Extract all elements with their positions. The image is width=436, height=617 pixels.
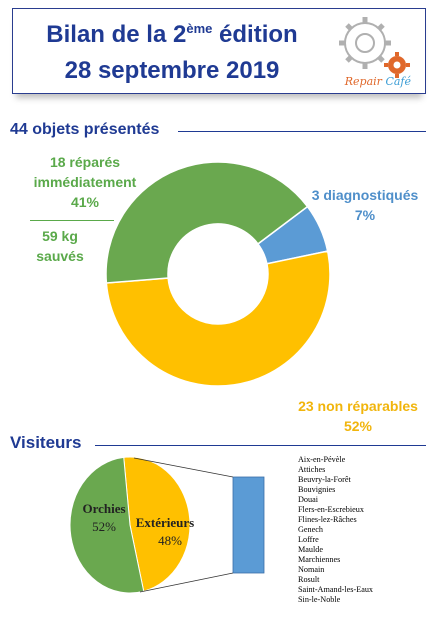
orchies-percent: 52% xyxy=(92,519,116,534)
saved-caption: sauvés xyxy=(36,248,84,264)
city-item: Beuvry-la-Forêt xyxy=(298,475,351,484)
city-item: Loffre xyxy=(298,535,319,544)
saved-weight: 59 kg xyxy=(42,228,78,244)
title-banner xyxy=(12,8,426,94)
nonrepairable-count: 23 non réparables xyxy=(298,398,418,414)
city-item: Douai xyxy=(298,495,319,504)
city-item: Attiches xyxy=(298,465,326,474)
city-item: Flers-en-Escrebieux xyxy=(298,505,364,514)
repair-cafe-logo-text xyxy=(345,75,411,88)
diagnosed-percent: 7% xyxy=(354,207,376,223)
nonrepairable-percent: 52% xyxy=(343,418,373,434)
repaired-count: 18 réparés xyxy=(49,154,121,170)
repaired-percent: 41% xyxy=(70,194,100,210)
orchies-label: Orchies xyxy=(82,501,126,516)
visitors-section-rule xyxy=(95,445,426,446)
page-title xyxy=(27,21,317,49)
event-date: 28 septembre 2019 xyxy=(64,57,280,84)
title-prefix: Bilan de la 2 xyxy=(46,21,187,48)
city-item: Flines-lez-Râches xyxy=(298,515,357,524)
city-item: Nomain xyxy=(298,565,325,574)
logo-word-repair: Repair xyxy=(344,75,382,88)
visitors-section-title: Visiteurs xyxy=(10,433,82,452)
objects-section-rule xyxy=(178,131,426,132)
city-item: Sin-le-Noble xyxy=(298,595,341,604)
visitors-pie-of-bar-chart xyxy=(70,455,295,595)
city-item: Bouvignies xyxy=(298,485,336,494)
city-item: Rosult xyxy=(298,575,320,584)
logo-word-cafe: Café xyxy=(385,75,411,88)
city-item: Maulde xyxy=(298,545,324,554)
repaired-caption: immédiatement xyxy=(33,174,137,190)
title-superscript: ème xyxy=(186,21,213,36)
exterieurs-breakdown-bar xyxy=(233,477,264,573)
objects-donut-chart xyxy=(100,140,336,408)
title-suffix: édition xyxy=(212,21,298,48)
cities-list xyxy=(298,455,373,605)
objects-section-title: 44 objets présentés xyxy=(10,121,160,138)
city-item: Saint-Amand-les-Eaux xyxy=(298,585,374,594)
exterieurs-percent: 48% xyxy=(158,533,182,548)
city-item: Marchiennes xyxy=(298,555,341,564)
city-item: Genech xyxy=(298,525,324,534)
saved-weight-label xyxy=(10,226,110,266)
exterieurs-label: Extérieurs xyxy=(135,515,195,530)
city-item: Aix-en-Pévèle xyxy=(298,455,346,464)
diagnosed-count: 3 diagnostiqués xyxy=(311,187,419,203)
